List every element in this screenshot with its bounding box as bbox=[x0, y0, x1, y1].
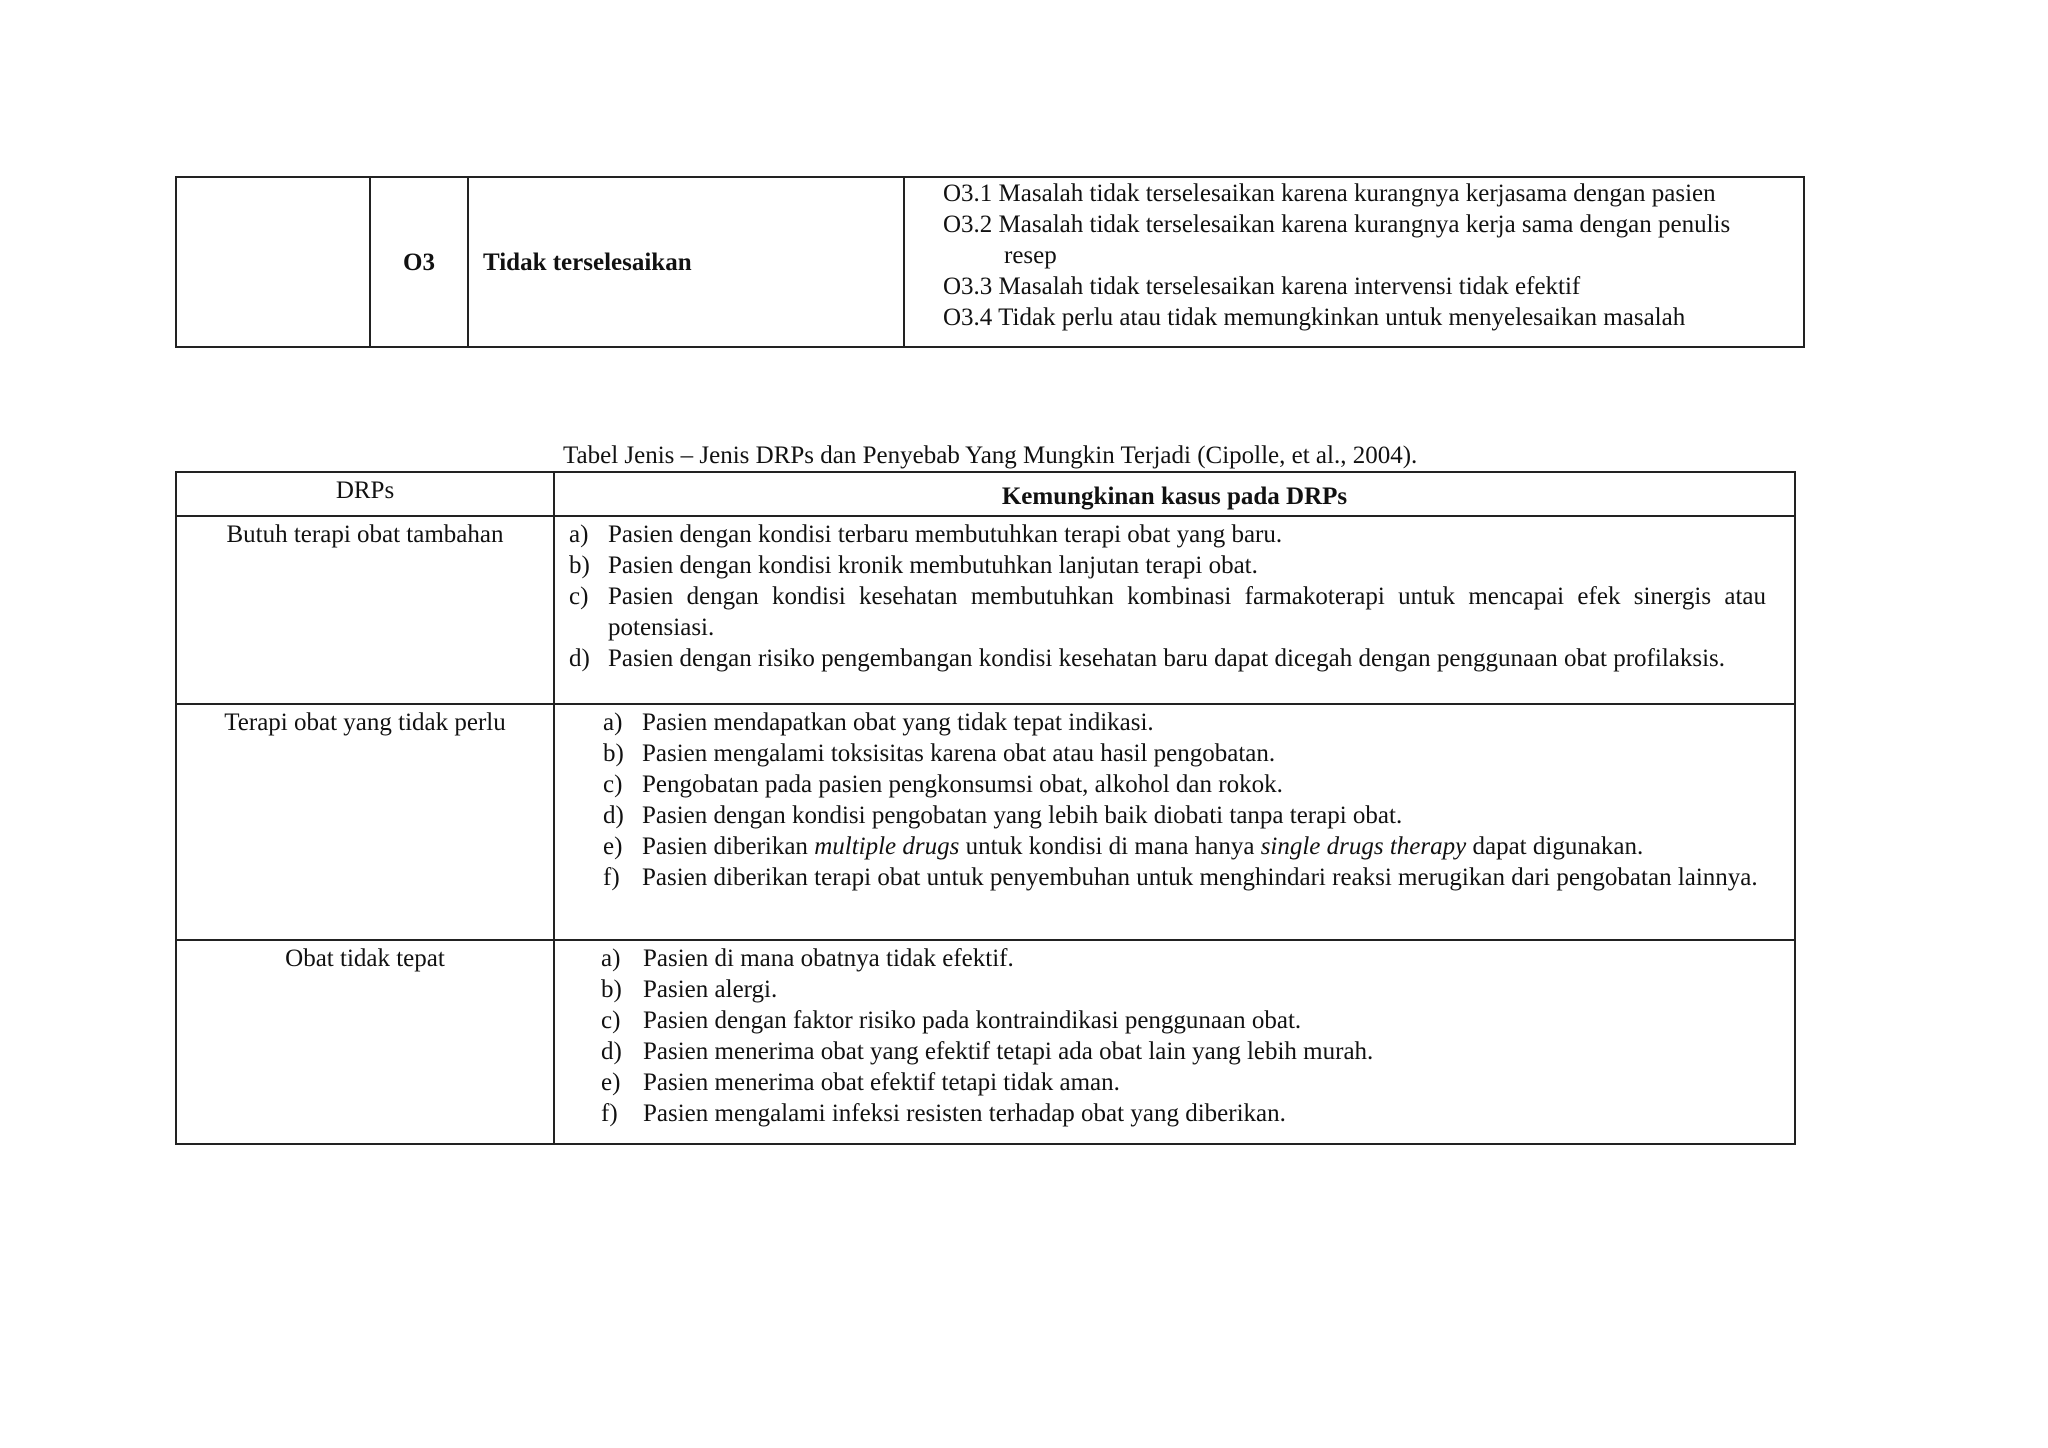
drp-row bbox=[176, 940, 1795, 1144]
drp-type: Terapi obat yang tidak perlu bbox=[176, 704, 554, 940]
drp-row bbox=[176, 704, 1795, 940]
outcome-table bbox=[175, 176, 1805, 348]
list-item-text-c: dapat digunakan. bbox=[1466, 833, 1644, 860]
case-list bbox=[555, 517, 1794, 678]
list-item-text: Pasien mendapatkan obat yang tidak tepat indikasi. bbox=[642, 709, 1154, 736]
list-marker: a) bbox=[601, 945, 621, 972]
list-marker: e) bbox=[601, 1069, 621, 1096]
header-drps: DRPs bbox=[176, 472, 554, 516]
list-marker: d) bbox=[601, 1038, 622, 1065]
list-item-text-b: untuk kondisi di mana hanya bbox=[959, 833, 1261, 860]
list-item bbox=[555, 1067, 1766, 1098]
list-item-text: Pasien diberikan terapi obat untuk penyembuhan untuk menghindari reaksi merugikan dari pengobatan lainnya. bbox=[642, 864, 1758, 891]
case-list bbox=[555, 941, 1794, 1133]
list-item-text: Pasien menerima obat yang efektif tetapi ada obat lain yang lebih murah. bbox=[643, 1038, 1374, 1065]
drp-cases-cell bbox=[554, 940, 1795, 1144]
outcome-item: O3.3 Masalah tidak terselesaikan karena intervensi tidak efektif bbox=[943, 273, 1581, 300]
list-item-text: Pasien menerima obat efektif tetapi tidak aman. bbox=[643, 1069, 1120, 1096]
outcome-code: O3 bbox=[370, 177, 468, 347]
table-caption: Tabel Jenis – Jenis DRPs dan Penyebab Yang Mungkin Terjadi (Cipolle, et al., 2004). bbox=[563, 442, 1418, 469]
outcome-item: O3.2 Masalah tidak terselesaikan karena kurangnya kerja sama dengan penulis bbox=[943, 211, 1731, 238]
list-item-text: Pasien dengan risiko pengembangan kondisi kesehatan baru dapat dicegah dengan penggunaan obat profilaksis. bbox=[608, 645, 1726, 672]
list-marker: b) bbox=[601, 976, 622, 1003]
outcome-items-cell bbox=[904, 177, 1804, 347]
list-item bbox=[555, 707, 1766, 738]
list-item bbox=[555, 643, 1766, 674]
list-item bbox=[555, 974, 1766, 1005]
italic-term: single drugs therapy bbox=[1260, 833, 1467, 860]
list-marker: c) bbox=[601, 1007, 621, 1034]
list-marker: d) bbox=[603, 802, 624, 829]
list-marker: f) bbox=[603, 864, 620, 891]
list-item bbox=[555, 1005, 1766, 1036]
list-item bbox=[555, 862, 1766, 893]
drp-type: Butuh terapi obat tambahan bbox=[176, 516, 554, 704]
list-marker: f) bbox=[601, 1100, 618, 1127]
list-item-text: Pasien alergi. bbox=[643, 976, 778, 1003]
list-marker: e) bbox=[603, 833, 623, 860]
list-item bbox=[555, 800, 1766, 831]
list-item bbox=[555, 550, 1766, 581]
list-item bbox=[555, 831, 1766, 862]
case-list bbox=[555, 705, 1794, 897]
list-marker: b) bbox=[569, 552, 590, 579]
outcome-item: O3.1 Masalah tidak terselesaikan karena kurangnya kerjasama dengan pasien bbox=[943, 180, 1716, 207]
drp-row bbox=[176, 516, 1795, 704]
list-item bbox=[555, 1036, 1766, 1067]
list-marker: a) bbox=[569, 521, 589, 548]
list-item-text: Pasien di mana obatnya tidak efektif. bbox=[643, 945, 1014, 972]
list-item-text: Pasien dengan kondisi terbaru membutuhkan terapi obat yang baru. bbox=[608, 521, 1283, 548]
list-marker: a) bbox=[603, 709, 623, 736]
outcome-label: Tidak terselesaikan bbox=[468, 177, 904, 347]
outcome-row-o3 bbox=[176, 177, 1804, 347]
list-item bbox=[555, 581, 1766, 643]
outcome-item: O3.4 Tidak perlu atau tidak memungkinkan untuk menyelesaikan masalah bbox=[943, 304, 1686, 331]
list-item bbox=[555, 769, 1766, 800]
list-marker: c) bbox=[603, 771, 623, 798]
list-item-text: Pasien mengalami toksisitas karena obat atau hasil pengobatan. bbox=[642, 740, 1276, 767]
drp-table bbox=[175, 471, 1796, 1145]
list-marker: d) bbox=[569, 645, 590, 672]
outcome-item-continuation: resep bbox=[1004, 242, 1057, 269]
list-item bbox=[555, 738, 1766, 769]
list-marker: c) bbox=[569, 583, 589, 610]
list-item bbox=[555, 1098, 1766, 1129]
list-item-text: Pasien dengan kondisi pengobatan yang lebih baik diobati tanpa terapi obat. bbox=[642, 802, 1403, 829]
outcome-empty-cell bbox=[176, 177, 370, 347]
list-item-text: Pengobatan pada pasien pengkonsumsi obat, alkohol dan rokok. bbox=[642, 771, 1283, 798]
list-marker: b) bbox=[603, 740, 624, 767]
drp-table-header bbox=[176, 472, 1795, 516]
list-item-text: Pasien mengalami infeksi resisten terhadap obat yang diberikan. bbox=[643, 1100, 1286, 1127]
italic-term: multiple drugs bbox=[814, 833, 960, 860]
list-item-text: Pasien dengan kondisi kronik membutuhkan lanjutan terapi obat. bbox=[608, 552, 1258, 579]
drp-cases-cell bbox=[554, 704, 1795, 940]
drp-cases-cell bbox=[554, 516, 1795, 704]
list-item-text: Pasien dengan kondisi kesehatan membutuhkan kombinasi farmakoterapi untuk mencapai efek sinergis atau potensiasi. bbox=[608, 583, 1766, 641]
header-cases: Kemungkinan kasus pada DRPs bbox=[554, 472, 1795, 516]
list-item-text: Pasien dengan faktor risiko pada kontraindikasi penggunaan obat. bbox=[643, 1007, 1302, 1034]
list-item-text-a: Pasien diberikan bbox=[642, 833, 815, 860]
list-item bbox=[555, 943, 1766, 974]
list-item bbox=[555, 519, 1766, 550]
drp-type: Obat tidak tepat bbox=[176, 940, 554, 1144]
